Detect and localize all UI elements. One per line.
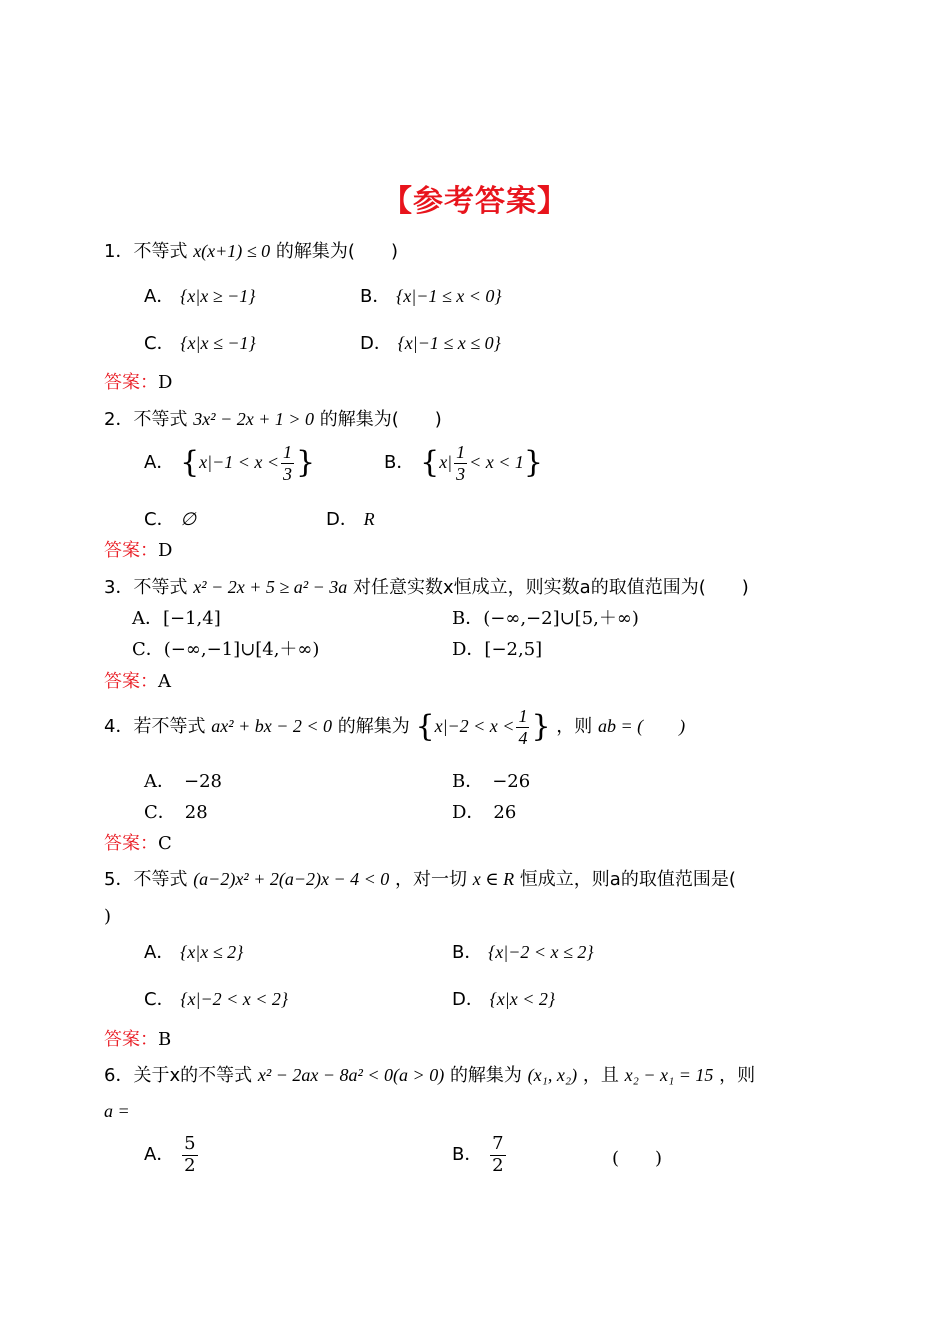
q3-option-b: B．(−∞,−2]∪[5,＋∞)	[452, 608, 639, 629]
q5-option-d	[452, 990, 555, 1009]
q6-option-a-label: A．	[144, 1144, 175, 1166]
q5-stem-middle: ，对一切	[395, 869, 468, 890]
q2-stem-math: 3x² − 2x + 1 > 0	[193, 409, 315, 429]
q6-option-a-fraction	[182, 1134, 197, 1176]
q4-set-denominator: 4	[518, 727, 528, 748]
q2-option-b-numerator: 1	[456, 442, 466, 462]
q4-stem-prefix: 4．若不等式	[104, 716, 206, 738]
answer-label: 答案：	[104, 1029, 158, 1050]
q4-set-numerator: 1	[518, 706, 528, 726]
q3-stem-math: x² − 2x + 5 ≥ a² − 3a	[193, 577, 348, 597]
q4-stem-suffix: ，则	[556, 716, 593, 738]
q6-option-a-numerator: 5	[184, 1133, 196, 1154]
q2-option-a-math: x|−1 < x <	[199, 452, 280, 473]
q2-option-b-label: B．	[384, 452, 415, 474]
question-2-stem	[104, 410, 442, 429]
q2-answer-value: D	[158, 540, 173, 561]
q6-option-a-denominator: 2	[184, 1154, 196, 1176]
q6-stem-middle: 的解集为	[449, 1065, 522, 1086]
q5-option-d-label: D．	[452, 989, 484, 1010]
q6-stem-prefix: 6．关于x的不等式	[104, 1065, 253, 1086]
q6-stem-math-3: x₂ − x₁ = 15	[624, 1065, 714, 1085]
q5-answer-value: B	[158, 1029, 172, 1050]
q2-option-b	[384, 442, 543, 484]
q4-stem-middle: 的解集为	[337, 716, 410, 738]
question-1-stem	[104, 242, 398, 261]
q1-option-b-label: B．	[360, 286, 391, 307]
answer-label: 答案：	[104, 671, 158, 692]
q5-option-a-label: A．	[144, 942, 175, 963]
q3-stem-suffix: 对任意实数x恒成立，则实数a的取值范围为( )	[353, 577, 749, 598]
q2-option-a-fraction	[281, 442, 294, 484]
q4-option-c: C． 28	[144, 802, 208, 823]
left-brace-icon: {	[415, 709, 435, 745]
q4-option-d: D． 26	[452, 802, 517, 823]
question-4-stem	[104, 706, 685, 748]
q1-option-a-math: {x|x ≥ −1}	[180, 286, 256, 306]
q2-option-d-label: D．	[326, 509, 358, 530]
q6-option-b	[452, 1134, 508, 1176]
q5-stem-prefix: 5．不等式	[104, 869, 188, 890]
q2-option-d-math: R	[363, 509, 375, 529]
q1-option-b-math: {x|−1 ≤ x < 0}	[396, 286, 502, 306]
q1-option-b	[360, 287, 502, 306]
q6-option-a	[144, 1134, 200, 1176]
q1-option-d-label: D．	[360, 333, 392, 354]
answer-label: 答案：	[104, 372, 158, 393]
q2-option-c-math: ∅	[180, 509, 196, 529]
right-brace-icon: }	[296, 445, 316, 481]
q2-answer	[104, 542, 172, 560]
q4-option-a: A． −28	[144, 771, 222, 792]
question-6-stem	[104, 1066, 755, 1085]
q1-stem-suffix: 的解集为( )	[275, 241, 398, 262]
q5-option-b-math: {x|−2 < x ≤ 2}	[488, 942, 594, 962]
question-6-stem-continued: a =	[104, 1101, 130, 1121]
page-title: 【参考答案】	[382, 184, 568, 219]
q5-option-b	[452, 943, 594, 962]
q3-option-c: C．(−∞,−1]∪[4,＋∞)	[132, 639, 320, 660]
q4-stem-math-2: ab = ( )	[598, 716, 686, 737]
q2-option-b-fraction	[454, 442, 467, 484]
right-brace-icon: }	[523, 445, 544, 481]
question-5-stem	[104, 870, 736, 889]
q2-option-a-denominator: 3	[283, 463, 293, 484]
q6-option-b-label: B．	[452, 1144, 483, 1166]
q2-stem-prefix: 2．不等式	[104, 409, 188, 430]
q5-option-a-math: {x|x ≤ 2}	[180, 942, 244, 962]
q2-option-a-numerator: 1	[283, 442, 293, 462]
q1-answer-value: D	[158, 372, 173, 393]
q3-stem-prefix: 3．不等式	[104, 577, 188, 598]
q2-option-b-math-prefix: x|	[439, 452, 453, 473]
right-brace-icon: }	[531, 709, 551, 745]
left-brace-icon: {	[180, 445, 200, 481]
q6-stem-math-2: (x₁, x₂)	[527, 1065, 578, 1085]
q1-stem-prefix: 1．不等式	[104, 241, 188, 262]
q3-option-a: A．[−1,4]	[132, 608, 221, 629]
q5-option-c-label: C．	[144, 989, 175, 1010]
answer-label: 答案：	[104, 540, 158, 561]
q1-option-a	[144, 287, 255, 306]
q1-option-d	[360, 334, 501, 353]
q2-option-c	[144, 510, 196, 529]
q1-answer	[104, 374, 172, 392]
q3-answer	[104, 673, 171, 691]
q5-stem-math-2: x ∈ R	[472, 869, 515, 889]
q3-option-d: D．[−2,5]	[452, 639, 543, 660]
q2-option-d	[326, 510, 375, 529]
q6-stem-middle-2: ，且	[582, 1065, 619, 1086]
q1-option-a-label: A．	[144, 286, 175, 307]
q5-answer	[104, 1031, 171, 1049]
q5-option-a	[144, 943, 243, 962]
q4-option-b: B． −26	[452, 771, 531, 792]
left-brace-icon: {	[420, 445, 440, 481]
q6-stem-math: x² − 2ax − 8a² < 0(a > 0)	[257, 1065, 445, 1085]
q1-stem-math: x(x+1) ≤ 0	[193, 241, 271, 261]
q2-option-c-label: C．	[144, 509, 175, 530]
q5-stem-suffix: 恒成立，则a的取值范围是(	[519, 869, 736, 890]
q5-option-c-math: {x|−2 < x < 2}	[180, 989, 289, 1009]
q1-option-d-math: {x|−1 ≤ x ≤ 0}	[397, 333, 501, 353]
q2-option-b-math-suffix: < x < 1	[469, 452, 524, 473]
q1-option-c-label: C．	[144, 333, 175, 354]
q2-option-b-denominator: 3	[456, 463, 466, 484]
q4-answer-value: C	[158, 833, 172, 854]
q6-option-b-fraction	[490, 1134, 505, 1176]
q5-option-c	[144, 990, 288, 1009]
answer-label: 答案：	[104, 833, 158, 854]
q2-option-a	[144, 442, 315, 484]
question-3-stem	[104, 578, 749, 597]
q5-option-b-label: B．	[452, 942, 483, 963]
q4-set-fraction	[516, 706, 529, 748]
q1-option-c	[144, 334, 256, 353]
q6-option-b-numerator: 7	[492, 1133, 504, 1154]
q5-option-d-math: {x|x < 2}	[489, 989, 556, 1009]
question-5-stem-continued: )	[104, 906, 112, 927]
q6-stem-suffix: ，则	[719, 1065, 756, 1086]
q6-answer-paren: ( )	[612, 1148, 663, 1169]
q3-answer-value: A	[158, 671, 171, 692]
q4-answer	[104, 835, 172, 853]
q2-option-a-label: A．	[144, 452, 175, 474]
q4-set-math: x|−2 < x <	[434, 716, 515, 737]
q5-stem-math: (a−2)x² + 2(a−2)x − 4 < 0	[193, 869, 390, 889]
q1-option-c-math: {x|x ≤ −1}	[180, 333, 256, 353]
q4-stem-math: ax² + bx − 2 < 0	[211, 716, 333, 737]
q6-option-b-denominator: 2	[492, 1154, 504, 1176]
q2-stem-suffix: 的解集为( )	[319, 409, 442, 430]
